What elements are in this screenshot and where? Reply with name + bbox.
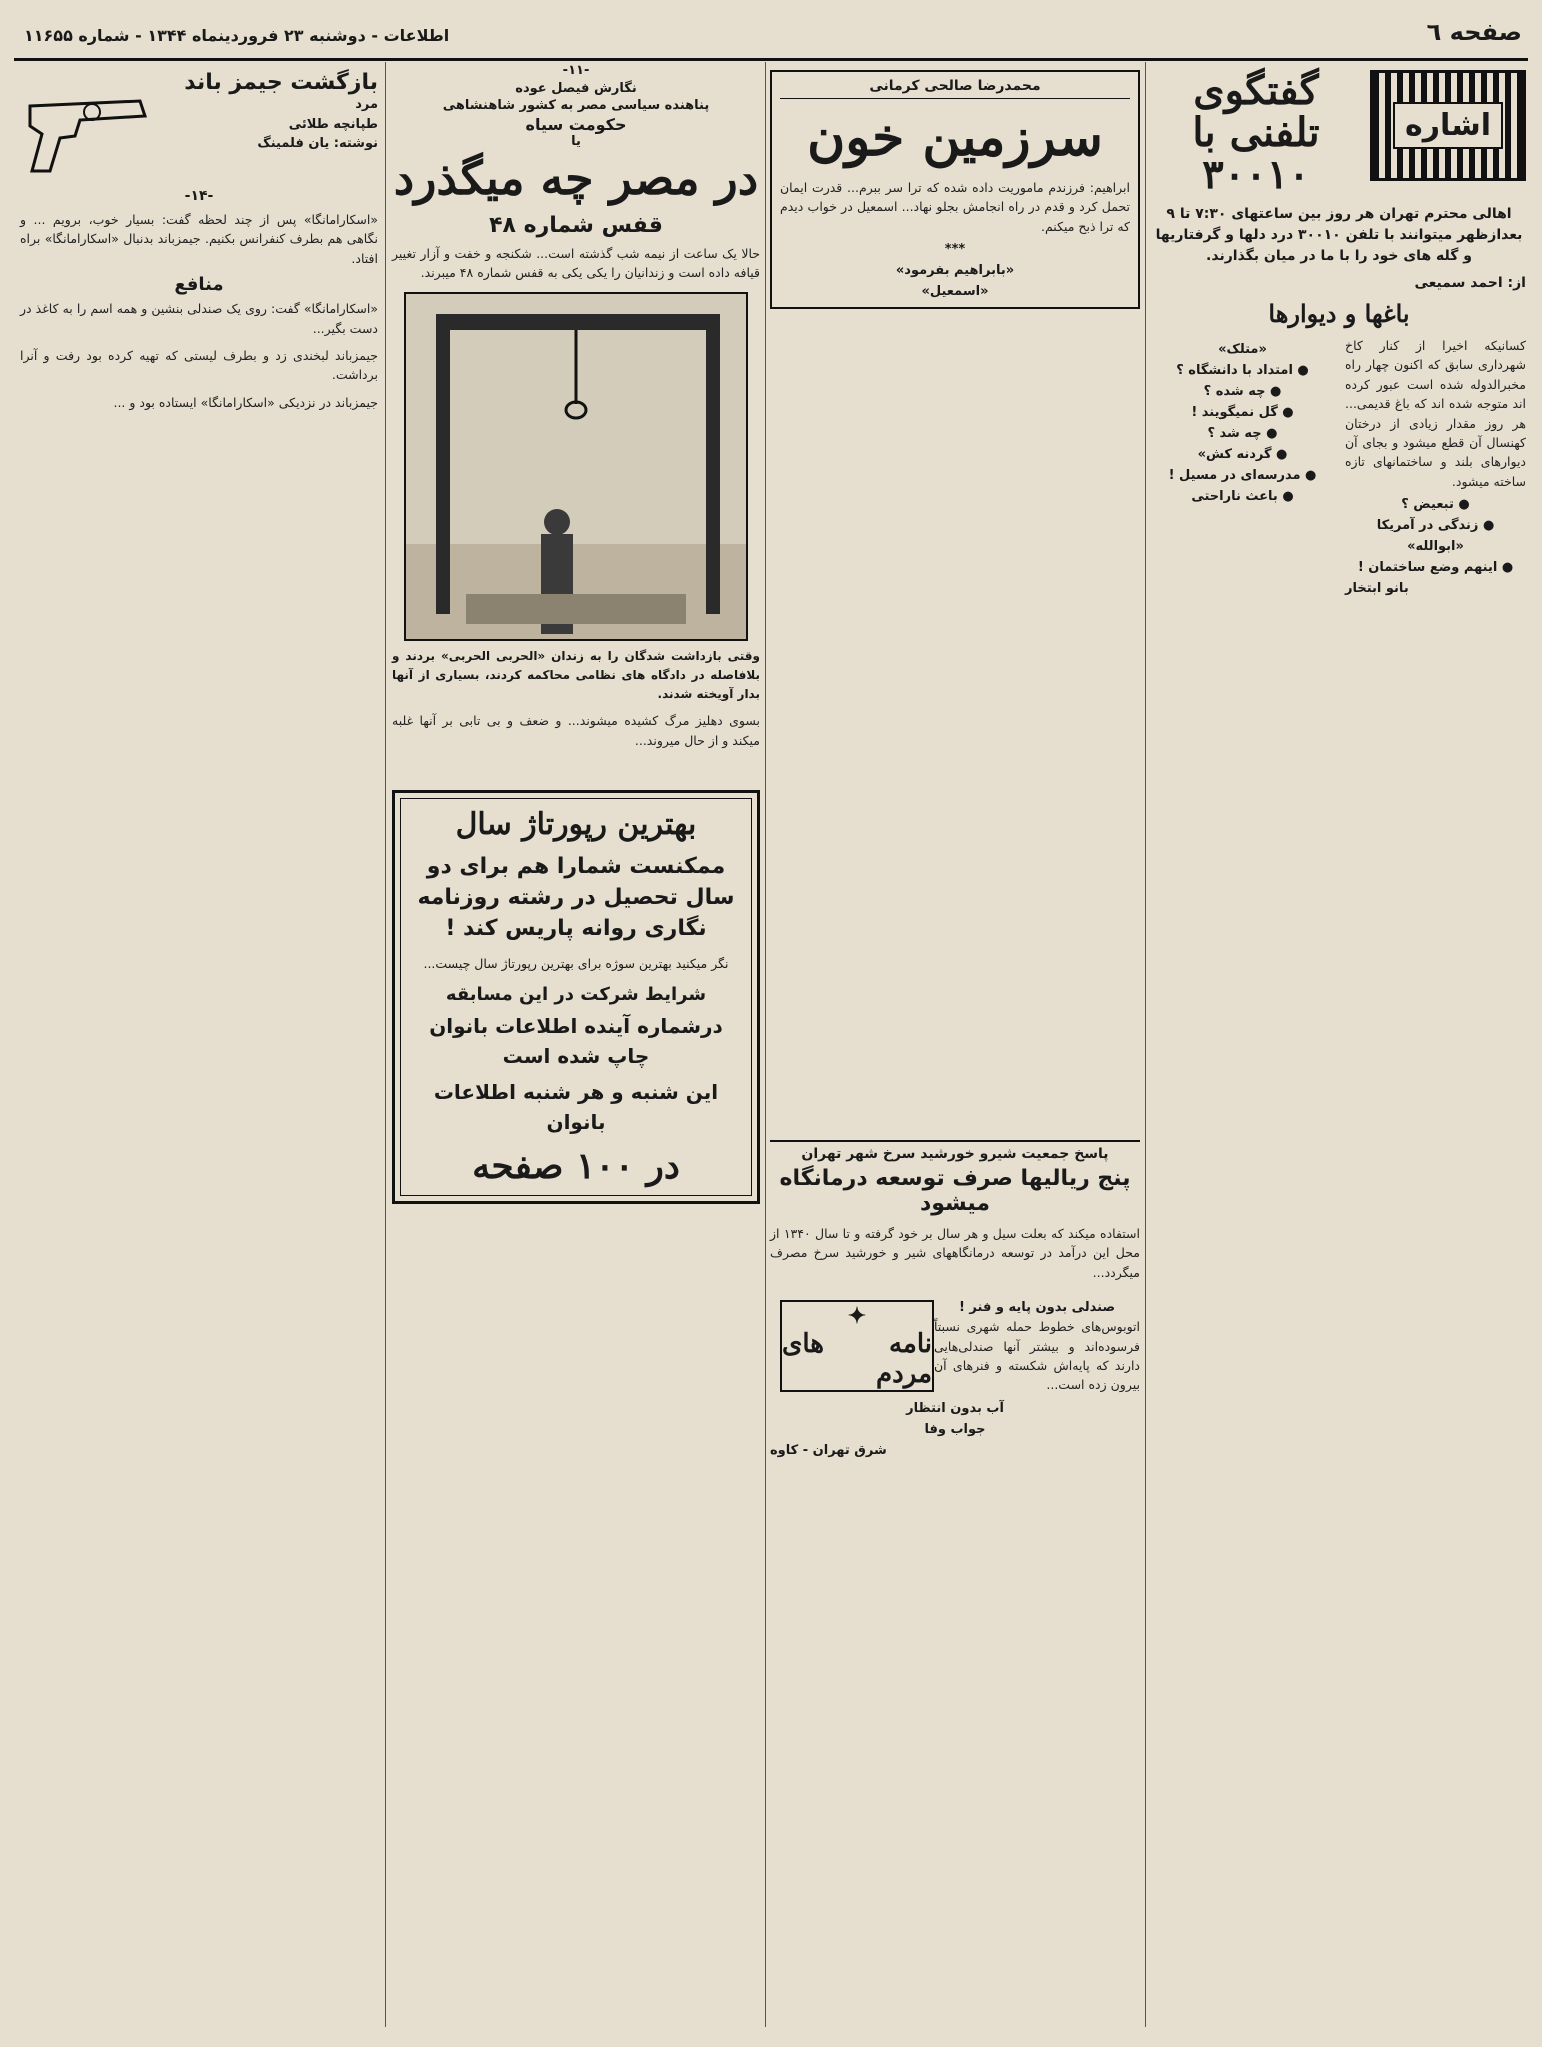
serial-body: «اسکارامانگا» پس از چند لحظه گفت: بسیار خوب، برویم ... و نگاهی هم بطرف کنفرانس بکنیم. جیمزباند بدنبال «اسکارامانگا» براه افتاد.	[20, 212, 378, 266]
subhead: «متلک»	[1218, 342, 1267, 357]
letters-signoff: شرق تهران - کاوه	[770, 1442, 887, 1458]
telephone-lede: اهالی محترم تهران هر روز بین ساعتهای ۷:۳۰ تا ۹ بعدازظهر میتوانند با تلفن ۳۰۰۱۰ درد دلها و گرفتاریها و گله های خود را با ما در میان بگذارند.	[1155, 206, 1523, 264]
subhead: ● باعث ناراحتی	[1191, 489, 1294, 504]
serial-author: نوشته: یان فلمینگ	[257, 136, 378, 151]
subhead: ● مدرسه‌ای در مسیل !	[1168, 468, 1317, 483]
subhead: آب بدون انتظار	[906, 1400, 1004, 1416]
serial-label: مرد	[355, 97, 378, 112]
subhead: منافع	[174, 274, 224, 296]
egypt-subtitle: حکومت سیاه	[525, 114, 627, 134]
separator-stars: ***	[944, 242, 966, 258]
egypt-column	[392, 62, 760, 1204]
pistol-icon	[20, 76, 160, 176]
issue-info: اطلاعات - دوشنبه ۲۳ فروردینماه ۱۳۴۴ - شماره ۱۱۶۵۵	[24, 26, 450, 45]
subhead: «بابراهیم بفرمود»	[895, 263, 1015, 279]
serial-title: بازگشت جیمز باند	[184, 70, 378, 95]
letters-logo	[780, 1300, 934, 1392]
ad-bold-2: این شنبه و هر شنبه اطلاعات بانوان	[433, 1079, 719, 1134]
shir-block	[770, 1140, 1140, 1460]
serial-body-2: «اسکارامانگا» گفت: روی یک صندلی بنشین و همه اسم را به کاغذ در دست بگیر...	[20, 301, 378, 336]
photo-caption: وقتی بازداشت شدگان را به زندان «الحربی الحربی» بردند و بلافاصله در دادگاه های نظامی محاکمه کردند، بسیاری از آنها بدار آویخته شدند.	[392, 649, 760, 701]
subhead: ● گل نمیگویند !	[1191, 405, 1294, 420]
egypt-number: -۱۱-	[562, 63, 590, 78]
serial-box	[770, 70, 1140, 309]
egypt-title: در مصر چه میگذرد	[393, 150, 759, 205]
ad-sub: ممکنست شمارا هم برای دو سال تحصیل در رشته روزنامه نگاری روانه پاریس کند !	[417, 853, 735, 941]
byline: از: احمد سمیعی	[1414, 275, 1526, 291]
serial-part: -۱۴-	[184, 188, 214, 204]
blood-column	[770, 70, 1140, 1458]
letters-subhead: صندلی بدون پایه و فنر !	[958, 1300, 1116, 1316]
egypt-body-2: بسوی دهلیز مرگ کشیده میشوند... و ضعف و بی تابی بر آنها غلبه میکند و از حال میروند...	[392, 713, 760, 748]
egypt-kicker: پناهنده سیاسی مصر به کشور شاهنشاهی	[442, 98, 710, 114]
shir-kicker: پاسخ جمعیت شیرو خورشید سرخ شهر تهران	[770, 1140, 1140, 1162]
ad-body: نگر میکنید بهترین سوژه برای بهترین رپورتاژ سال چیست...	[423, 956, 729, 972]
ad-bold-1: درشماره آینده اطلاعات بانوان چاپ شده است	[429, 1013, 723, 1068]
serial-subtitle: طپانچه طلائی	[288, 116, 378, 132]
ad-headline: بهترین رپورتاژ سال	[455, 806, 697, 842]
telephone-column	[1152, 67, 1526, 598]
serial-body-4: جیمزباند در نزدیکی «اسکارامانگا» ایستاده بود و ...	[113, 394, 378, 410]
column-logo	[1370, 70, 1526, 181]
section-title: باغها و دیوارها	[1268, 299, 1410, 328]
subhead: «اسمعیل»	[921, 284, 989, 300]
subhead: جواب وفا	[924, 1421, 986, 1437]
bond-column	[20, 70, 378, 412]
page-number: صفحه ٦	[1426, 18, 1522, 46]
closing-note: «ابوالله»	[1407, 539, 1464, 554]
subhead: ● امتداد با دانشگاه ؟	[1176, 363, 1309, 378]
shir-headline: پنج ریالیها صرف توسعه درمانگاه میشود	[779, 1166, 1131, 1216]
column-rule	[765, 62, 766, 2027]
subhead: ● اینهم وضع ساختمان !	[1357, 560, 1514, 575]
serial-title: سرزمین خون	[807, 107, 1103, 168]
signoff: بانو ابتخار	[1345, 581, 1409, 596]
logo-text: اشاره	[1393, 102, 1503, 149]
subhead: ● تبعیض ؟	[1401, 497, 1470, 512]
cage-title: قفس شماره ۴۸	[489, 212, 663, 238]
egypt-kicker-author: نگارش فیصل عوده	[515, 80, 637, 96]
column-rule	[1145, 62, 1146, 2027]
egypt-body: حالا یک ساعت از نیمه شب گذشته است... شکنجه و خفت و آزار تغییر قیافه داده است و زندانیان را یکی یکی به قفس شماره ۴۸ میبرند.	[392, 245, 760, 281]
subhead: ● چه شد ؟	[1207, 426, 1278, 441]
ad-box	[392, 790, 760, 1204]
telephone-title: گفتگوی تلفنی با ۳۰۰۱۰	[1192, 67, 1320, 198]
ad-terms: شرایط شرکت در این مسابقه	[445, 983, 707, 1005]
letters-body: اتوبوس‌های خطوط حمله شهری نسبتاً فرسوده‌اند و بیشتر آنها صندلی‌هایی دارند که پایه‌اش شکسته و فنرهای آن بیرون زده است...	[934, 1319, 1140, 1393]
letters-label: نامه های مردم	[782, 1329, 932, 1390]
column-rule	[385, 62, 386, 2027]
subhead: ● چه شده ؟	[1203, 384, 1282, 399]
ad-pages: در ۱۰۰ صفحه	[472, 1144, 680, 1187]
subhead: ● زندگی در آمریکا	[1376, 518, 1495, 533]
telephone-body-col-b	[1152, 336, 1333, 598]
star-icon: ✦	[847, 1303, 867, 1330]
telephone-body-col-a	[1345, 336, 1526, 598]
serial-body-3: جیمزباند لبخندی زد و بطرف لیستی که تهیه کرده بود رفت و آنرا برداشت.	[20, 347, 378, 383]
photo-gallows	[404, 292, 748, 641]
article-body: کسانیکه اخیرا از کنار کاخ شهرداری سابق که اکنون چهار راه مخبرالدوله شده است عبور کرده اند متوجه شده اند که باغ قدیمی... هر روز مقدار زیادی از درختان کهنسال آن قطع میشود و بجای آن دیوارهای بلند و ساختمانهای تازه ساخته میشود.	[1345, 338, 1526, 489]
masthead	[14, 18, 1528, 61]
serial-author: محمدرضا صالحی کرمانی	[780, 78, 1130, 99]
egypt-ya: یا	[571, 133, 581, 149]
subhead: ● گردنه کش»	[1197, 447, 1288, 462]
shir-body: استفاده میکند که بعلت سیل و هر سال بر خود گرفته و تا سال ۱۳۴۰ از محل این درآمد در توسعه درمانگاههای شیر و خورشید سرخ مصرف میگردد...	[770, 1226, 1140, 1280]
serial-body: ابراهیم: فرزندم ماموریت داده شده که ترا سر ببرم... قدرت ایمان تحمل کرد و قدم در راه انجامش بجلو نهاد... اسمعیل در خواب دیدم که ترا ذبح میکنم.	[780, 180, 1130, 234]
